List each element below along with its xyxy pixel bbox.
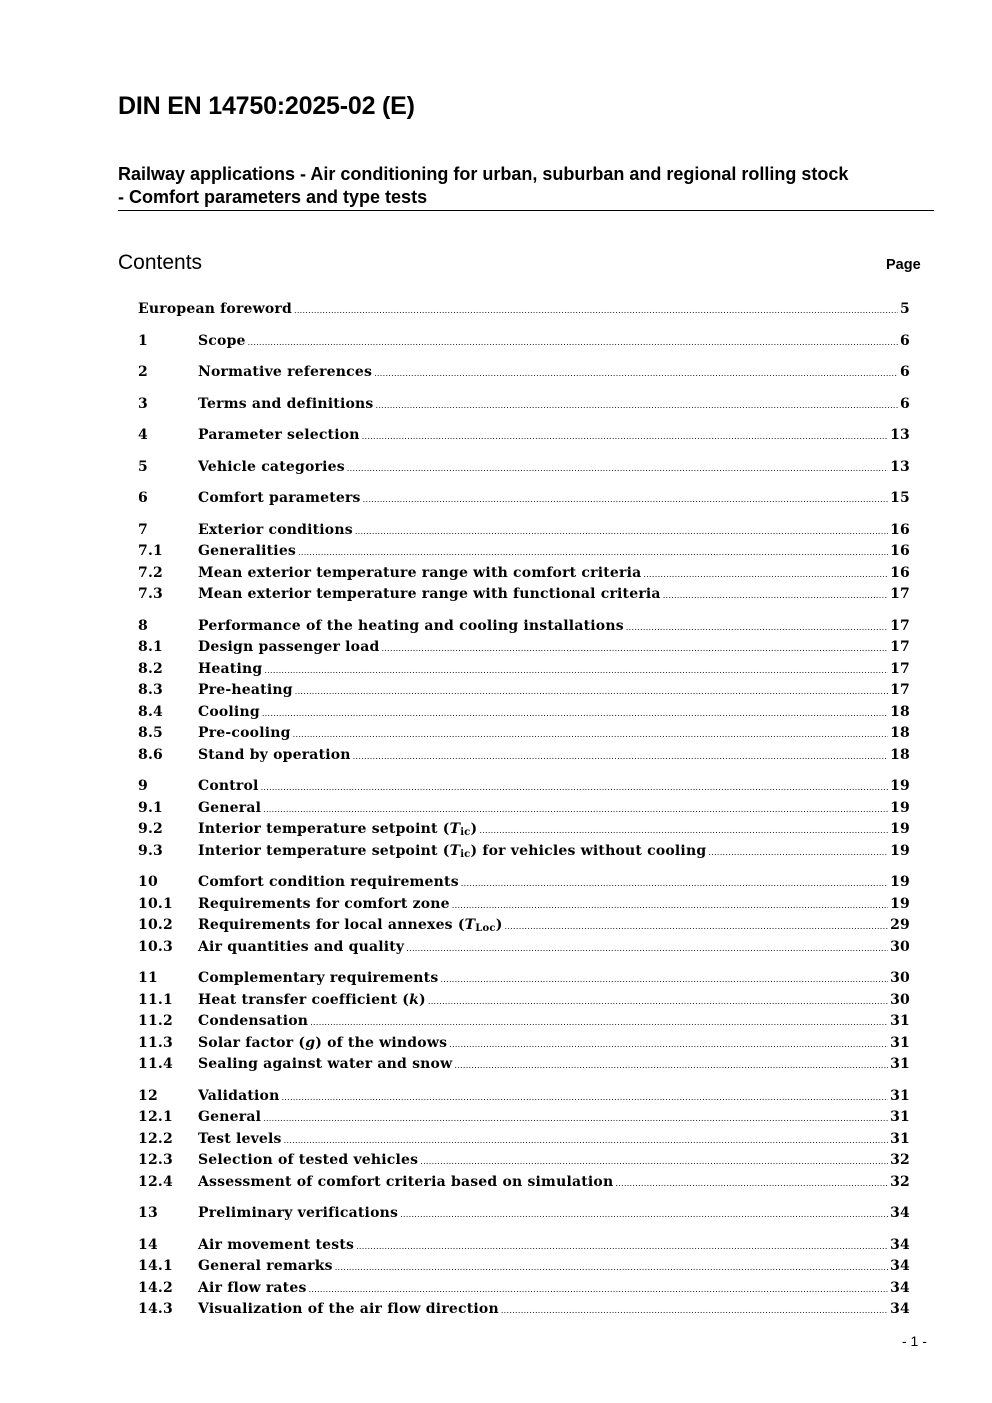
toc-entry-title: Air flow rates (198, 1280, 307, 1296)
toc-entry-title: Solar factor (g) of the windows (198, 1035, 448, 1051)
toc-entry[interactable] (138, 1174, 910, 1194)
toc-entry[interactable] (138, 1301, 910, 1321)
toc-entry-title: Mean exterior temperature range with comfort criteria (198, 565, 642, 581)
toc-entry[interactable] (138, 661, 910, 681)
toc-entry-title: Condensation (198, 1013, 309, 1029)
toc-entry[interactable] (138, 800, 910, 820)
toc-entry[interactable] (138, 364, 910, 384)
toc-entry[interactable] (138, 1205, 910, 1225)
toc-entry-page: 31 (890, 1035, 910, 1051)
toc-leader-dots (295, 687, 888, 696)
toc-entry-title: Parameter selection (198, 427, 360, 443)
toc-entry-number: 12.4 (138, 1174, 173, 1190)
toc-entry-title: Interior temperature setpoint $(T_{ic})$ for vehicles without cooling (198, 843, 707, 860)
toc-leader-dots (505, 922, 889, 931)
toc-entry[interactable] (138, 459, 910, 479)
toc-entry[interactable] (138, 1237, 910, 1257)
toc-leader-dots (626, 623, 888, 632)
toc-leader-dots (261, 783, 889, 792)
toc-leader-dots (479, 826, 888, 835)
toc-entry[interactable] (138, 1109, 910, 1129)
toc-entry-page: 30 (890, 992, 910, 1008)
toc-entry-number: 4 (138, 427, 148, 443)
toc-entry[interactable] (138, 586, 910, 606)
toc-entry[interactable] (138, 992, 910, 1012)
toc-entry-number: 12 (138, 1088, 158, 1104)
document-id: DIN EN 14750:2025-02 (E) (118, 92, 415, 120)
toc-entry-number: 8.1 (138, 639, 163, 655)
toc-entry[interactable] (138, 1013, 910, 1033)
toc-entry-title: General (198, 800, 262, 816)
toc-entry-page: 19 (890, 800, 910, 816)
toc-entry[interactable] (138, 639, 910, 659)
toc-entry-title: Air movement tests (198, 1237, 355, 1253)
toc-entry-page: 30 (890, 939, 910, 955)
toc-leader-dots (263, 1114, 888, 1123)
contents-heading: Contents (118, 251, 203, 274)
toc-leader-dots (454, 1061, 888, 1070)
toc-entry[interactable] (138, 778, 910, 798)
toc-entry-page: 18 (890, 747, 910, 763)
toc-leader-dots (347, 464, 888, 473)
toc-entry-page: 18 (890, 704, 910, 720)
toc-entry-page: 31 (890, 1013, 910, 1029)
toc-entry[interactable] (138, 682, 910, 702)
toc-entry-title: Heating (198, 661, 263, 677)
toc-entry-number: 11.2 (138, 1013, 173, 1029)
toc-entry-page: 19 (890, 778, 910, 794)
toc-entry-title: Assessment of comfort criteria based on simulation (198, 1174, 614, 1190)
toc-entry[interactable] (138, 1131, 910, 1151)
toc-entry[interactable] (138, 821, 910, 841)
toc-entry-page: 31 (890, 1131, 910, 1147)
toc-entry-page: 17 (890, 618, 910, 634)
toc-leader-dots (420, 1157, 888, 1166)
toc-entry-page: 31 (890, 1056, 910, 1072)
toc-leader-dots (363, 495, 888, 504)
toc-entry-number: 12.2 (138, 1131, 173, 1147)
toc-entry-title: Interior temperature setpoint $(T_{ic})$ (198, 821, 478, 838)
toc-entry[interactable] (138, 970, 910, 990)
toc-entry[interactable] (138, 618, 910, 638)
toc-leader-dots (400, 1210, 888, 1219)
subtitle-line-1: Railway applications - Air conditioning for urban, suburban and regional rolling stock (118, 164, 849, 184)
toc-entry-title: General remarks (198, 1258, 333, 1274)
toc-entry-title: Vehicle categories (198, 459, 345, 475)
toc-entry[interactable] (138, 1258, 910, 1278)
toc-entry-title: Control (198, 778, 259, 794)
toc-entry-number: 9 (138, 778, 148, 794)
toc-entry-page: 15 (890, 490, 910, 506)
toc-entry-title: General (198, 1109, 262, 1125)
toc-entry-title: Selection of tested vehicles (198, 1152, 419, 1168)
toc-entry-page: 30 (890, 970, 910, 986)
toc-entry[interactable] (138, 565, 910, 585)
toc-entry-title: Visualization of the air flow direction (198, 1301, 499, 1317)
toc-entry-title: Stand by operation (198, 747, 351, 763)
toc-entry-number: 12.1 (138, 1109, 173, 1125)
toc-entry-page: 6 (900, 396, 910, 412)
toc-entry-page: 13 (890, 427, 910, 443)
toc-entry[interactable] (138, 490, 910, 510)
toc-entry-number: 9.1 (138, 800, 163, 816)
toc-leader-dots (284, 1136, 889, 1145)
toc-entry-page: 13 (890, 459, 910, 475)
toc-entry-page: 6 (900, 364, 910, 380)
toc-entry-page: 32 (890, 1174, 910, 1190)
toc-entry[interactable] (138, 396, 910, 416)
toc-entry[interactable] (138, 333, 910, 353)
toc-entry-title: Generalities (198, 543, 297, 559)
subtitle-line-2: - Comfort parameters and type tests (118, 187, 428, 207)
toc-leader-dots (449, 1040, 888, 1049)
page-number: - 1 - (902, 1333, 927, 1349)
toc-leader-dots (381, 644, 888, 653)
toc-entry-number: 14 (138, 1237, 158, 1253)
toc-entry-number: 10.2 (138, 917, 173, 933)
toc-entry-title: Requirements for local annexes $(T_{Loc})$ (198, 917, 503, 934)
toc-entry[interactable] (138, 725, 910, 745)
toc-entry-number: 8.6 (138, 747, 163, 763)
toc-entry-title: Requirements for comfort zone (198, 896, 450, 912)
toc-leader-dots (335, 1263, 888, 1272)
toc-entry[interactable] (138, 1088, 910, 1108)
toc-entry-page: 16 (890, 543, 910, 559)
toc-entry-number: 14.3 (138, 1301, 173, 1317)
toc-leader-dots (356, 1242, 888, 1251)
toc-entry-page: 19 (890, 821, 910, 837)
toc-entry-number: 14.1 (138, 1258, 173, 1274)
toc-entry-number: 8.2 (138, 661, 163, 677)
toc-entry-title: Air quantities and quality (198, 939, 405, 955)
toc-entry-title: Preliminary verifications (198, 1205, 399, 1221)
toc-entry-title: Heat transfer coefficient (k) (198, 992, 426, 1008)
toc-entry-page: 34 (890, 1280, 910, 1296)
toc-entry-page: 34 (890, 1301, 910, 1317)
toc-entry-number: 7 (138, 522, 148, 538)
toc-entry-number: 6 (138, 490, 148, 506)
toc-leader-dots (428, 997, 888, 1006)
toc-entry[interactable] (138, 427, 910, 447)
toc-entry[interactable] (138, 917, 910, 937)
toc-leader-dots (353, 752, 888, 761)
toc-entry-number: 11.1 (138, 992, 173, 1008)
toc-entry-title: Design passenger load (198, 639, 380, 655)
toc-leader-dots (708, 848, 888, 857)
toc-leader-dots (461, 879, 888, 888)
toc-leader-dots (294, 306, 898, 315)
toc-entry[interactable] (138, 939, 910, 959)
toc-leader-dots (264, 666, 888, 675)
toc-entry-page: 19 (890, 874, 910, 890)
toc-entry-title: Cooling (198, 704, 260, 720)
toc-entry-page: 19 (890, 843, 910, 859)
toc-entry-number: 2 (138, 364, 148, 380)
toc-leader-dots (309, 1285, 889, 1294)
toc-leader-dots (263, 805, 888, 814)
toc-entry[interactable] (138, 522, 910, 542)
toc-entry-number: 12.3 (138, 1152, 173, 1168)
toc-entry-number: 9.2 (138, 821, 163, 837)
toc-leader-dots (281, 1093, 888, 1102)
toc-entry-number: 10 (138, 874, 158, 890)
toc-entry[interactable] (138, 543, 910, 563)
toc-entry-title: Sealing against water and snow (198, 1056, 453, 1072)
toc-entry-number: 10.1 (138, 896, 173, 912)
toc-entry-page: 17 (890, 639, 910, 655)
toc-entry-page: 32 (890, 1152, 910, 1168)
toc-leader-dots (355, 527, 888, 536)
toc-entry-number: 9.3 (138, 843, 163, 859)
toc-entry[interactable] (138, 896, 910, 916)
toc-entry[interactable] (138, 843, 910, 863)
toc-entry[interactable] (138, 1152, 910, 1172)
toc-entry-page: 34 (890, 1237, 910, 1253)
toc-entry-page: 6 (900, 333, 910, 349)
toc-entry-page: 34 (890, 1258, 910, 1274)
toc-leader-dots (298, 548, 888, 557)
toc-entry-title: Comfort condition requirements (198, 874, 459, 890)
document-subtitle (118, 163, 934, 211)
toc-entry-number: 13 (138, 1205, 158, 1221)
toc-leader-dots (376, 401, 899, 410)
toc-entry-title: Terms and definitions (198, 396, 374, 412)
toc-entry-page: 34 (890, 1205, 910, 1221)
toc-entry-page: 19 (890, 896, 910, 912)
toc-entry-title: Complementary requirements (198, 970, 439, 986)
toc-leader-dots (293, 730, 888, 739)
toc-entry-title: Comfort parameters (198, 490, 361, 506)
toc-leader-dots (643, 570, 888, 579)
toc-entry-page: 31 (890, 1088, 910, 1104)
toc-leader-dots (440, 975, 888, 984)
toc-entry[interactable] (138, 1280, 910, 1300)
toc-entry-number: 11 (138, 970, 158, 986)
toc-entry-number: 7.2 (138, 565, 163, 581)
toc-leader-dots (248, 338, 898, 347)
toc-entry-number: 7.3 (138, 586, 163, 602)
toc-entry-number: 10.3 (138, 939, 173, 955)
toc-entry[interactable] (138, 704, 910, 724)
toc-entry-number: 14.2 (138, 1280, 173, 1296)
toc-leader-dots (374, 369, 898, 378)
toc-leader-dots (615, 1179, 888, 1188)
toc-entry[interactable] (138, 1035, 910, 1055)
toc-leader-dots (406, 944, 888, 953)
toc-entry-number: 8.4 (138, 704, 163, 720)
toc-entry-title: European foreword (138, 301, 292, 317)
toc-entry-title: Exterior conditions (198, 522, 353, 538)
toc-entry-number: 1 (138, 333, 148, 349)
toc-entry-title: Performance of the heating and cooling installations (198, 618, 624, 634)
toc-entry-page: 29 (890, 917, 910, 933)
toc-leader-dots (501, 1306, 888, 1315)
toc-entry-page: 16 (890, 565, 910, 581)
page-column-heading: Page (886, 257, 921, 273)
toc-entry-page: 16 (890, 522, 910, 538)
toc-leader-dots (310, 1018, 888, 1027)
toc-leader-dots (663, 591, 888, 600)
toc-entry-page: 17 (890, 682, 910, 698)
toc-entry-number: 5 (138, 459, 148, 475)
toc-entry-number: 11.4 (138, 1056, 173, 1072)
toc-entry-title: Scope (198, 333, 246, 349)
toc-entry[interactable] (138, 874, 910, 894)
toc-entry-number: 8.5 (138, 725, 163, 741)
toc-entry-number: 11.3 (138, 1035, 173, 1051)
toc-entry-title: Pre-heating (198, 682, 293, 698)
toc-entry-page: 5 (900, 301, 910, 317)
toc-entry-number: 8.3 (138, 682, 163, 698)
toc-entry-page: 31 (890, 1109, 910, 1125)
toc-leader-dots (362, 432, 888, 441)
toc-entry-page: 17 (890, 586, 910, 602)
toc-entry-number: 7.1 (138, 543, 163, 559)
toc-entry-number: 8 (138, 618, 148, 634)
toc-entry-title: Pre-cooling (198, 725, 291, 741)
toc-entry-page: 17 (890, 661, 910, 677)
toc-entry-title: Validation (198, 1088, 280, 1104)
toc-leader-dots (262, 709, 888, 718)
toc-entry-title: Normative references (198, 364, 373, 380)
toc-entry-page: 18 (890, 725, 910, 741)
toc-entry-title: Test levels (198, 1131, 282, 1147)
toc-leader-dots (452, 901, 888, 910)
toc-entry-title: Mean exterior temperature range with functional criteria (198, 586, 661, 602)
toc-entry-number: 3 (138, 396, 148, 412)
toc-entry[interactable] (138, 747, 910, 767)
toc-entry[interactable] (138, 301, 910, 321)
toc-entry[interactable] (138, 1056, 910, 1076)
